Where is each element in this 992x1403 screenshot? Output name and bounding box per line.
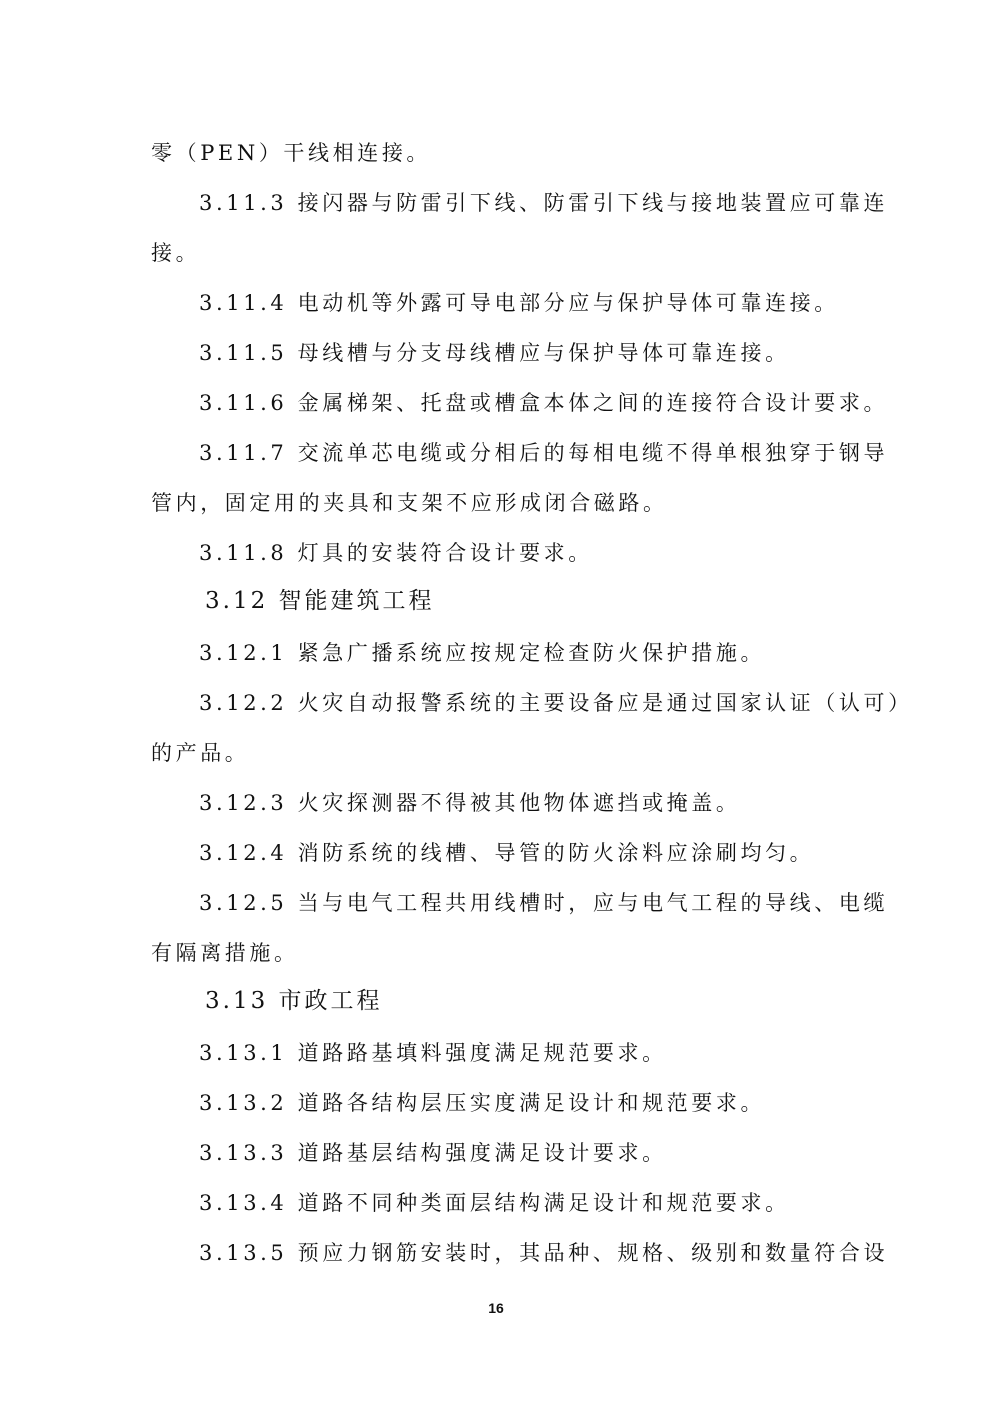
text-line: 3.11.7 交流单芯电缆或分相后的每相电缆不得单根独穿于钢导 (199, 441, 889, 465)
text-line: 3.11.6 金属梯架、托盘或槽盒本体之间的连接符合设计要求。 (199, 391, 889, 415)
text-line: 3.12.4 消防系统的线槽、导管的防火涂料应涂刷均匀。 (199, 841, 815, 865)
page-number: 16 (488, 1300, 504, 1316)
text-line: 有隔离措施。 (151, 941, 299, 965)
text-line: 管内，固定用的夹具和支架不应形成闭合磁路。 (151, 491, 668, 515)
text-line: 3.11.3 接闪器与防雷引下线、防雷引下线与接地装置应可靠连 (199, 191, 889, 215)
text-line: 3.11.5 母线槽与分支母线槽应与保护导体可靠连接。 (199, 341, 790, 365)
text-line: 3.13.2 道路各结构层压实度满足设计和规范要求。 (199, 1091, 766, 1115)
text-line: 3.12.1 紧急广播系统应按规定检查防火保护措施。 (199, 641, 766, 665)
text-line: 3.12.2 火灾自动报警系统的主要设备应是通过国家认证（认可） (199, 691, 913, 715)
text-line: 3.13.4 道路不同种类面层结构满足设计和规范要求。 (199, 1191, 790, 1215)
text-line: 3.13.3 道路基层结构强度满足设计要求。 (199, 1141, 667, 1165)
text-line: 3.11.8 灯具的安装符合设计要求。 (199, 541, 593, 565)
section-heading: 3.13 市政工程 (205, 988, 383, 1014)
text-line: 3.12.5 当与电气工程共用线槽时，应与电气工程的导线、电缆 (199, 891, 889, 915)
text-line: 3.12.3 火灾探测器不得被其他物体遮挡或掩盖。 (199, 791, 741, 815)
text-line: 3.13.5 预应力钢筋安装时，其品种、规格、级别和数量符合设 (199, 1241, 889, 1265)
text-line: 的产品。 (151, 741, 250, 765)
text-line: 3.13.1 道路路基填料强度满足规范要求。 (199, 1041, 667, 1065)
text-line: 零（PEN）干线相连接。 (151, 141, 432, 165)
section-heading: 3.12 智能建筑工程 (205, 588, 435, 614)
text-line: 接。 (151, 241, 201, 265)
text-line: 3.11.4 电动机等外露可导电部分应与保护导体可靠连接。 (199, 291, 839, 315)
